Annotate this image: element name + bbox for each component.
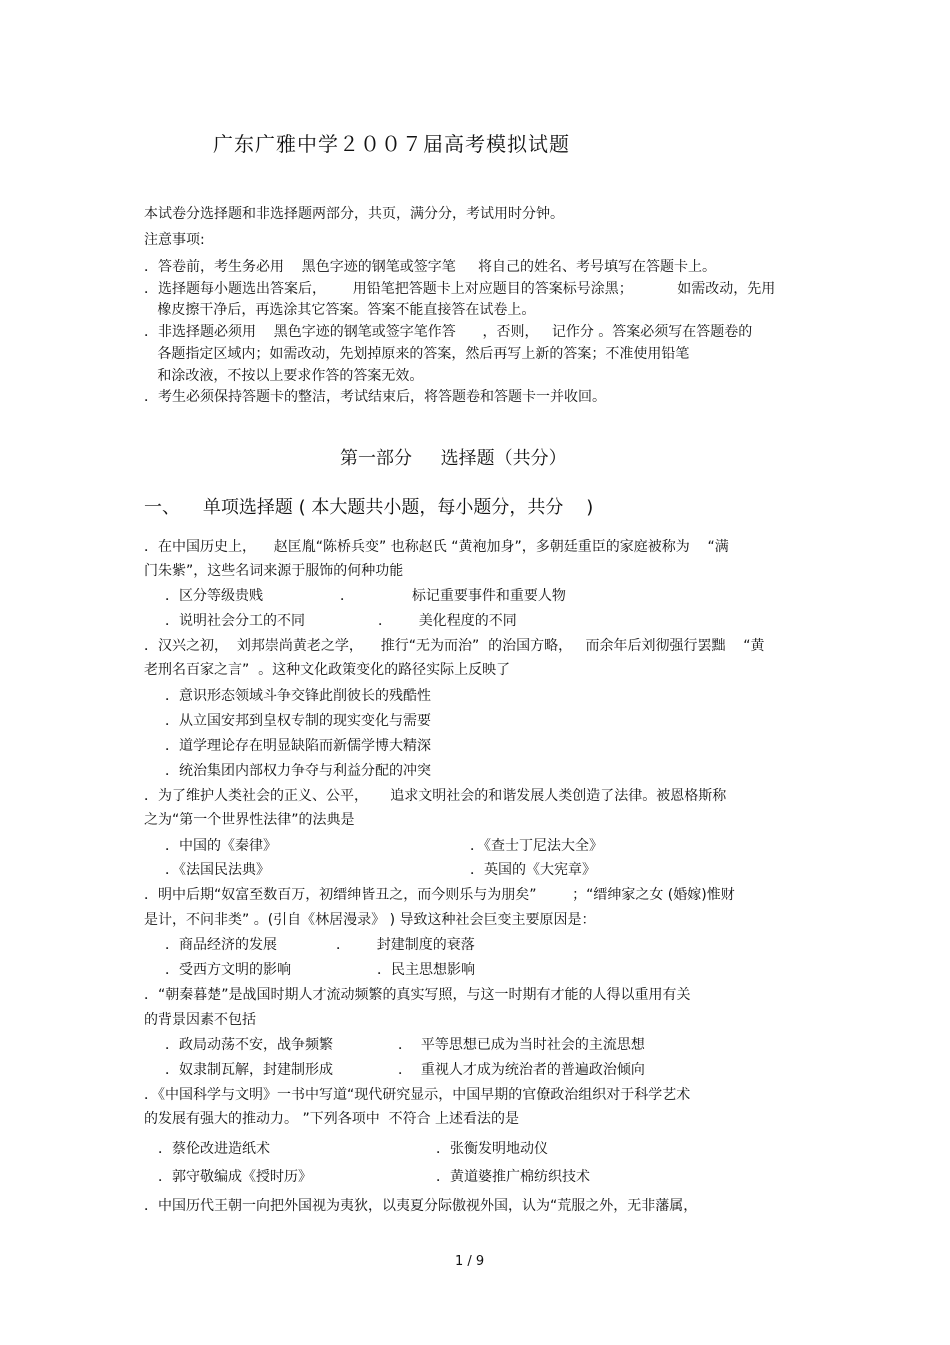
option-d: ．黄道婆推广棉纺织技术 xyxy=(436,1169,590,1185)
section-heading: 一、 单项选择题 ( 本大题共小题，每小题分，共分 ) xyxy=(144,497,594,518)
option-a: ．政局动荡不安，战争频繁 xyxy=(165,1037,333,1053)
page-number: 1 / 9 xyxy=(455,1254,485,1269)
option-b: ．张衡发明地动仪 xyxy=(436,1141,548,1157)
option-d: ． 美化程度的不同 xyxy=(378,613,517,629)
question-line: ．《中国科学与文明》一书中写道“现代研究显示，中国早期的官僚政治组织对于科学艺术 xyxy=(144,1087,691,1103)
option-c: ．道学理论存在明显缺陷而新儒学博大精深 xyxy=(165,738,431,754)
option-b: ．《查士丁尼法大全》 xyxy=(470,838,603,854)
notes-heading: 注意事项: xyxy=(144,232,205,248)
note-line: ．答卷前，考生务必用 黑色字迹的钢笔或签字笔 将自己的姓名、考号填写在答题卡上。 xyxy=(144,259,717,275)
question-line: ．在中国历史上， 赵匡胤“陈桥兵变” 也称赵氏 “黄袍加身”，多朝廷重臣的家庭被称为 “满 xyxy=(144,539,729,555)
option-a: ．区分等级贵贱 xyxy=(165,588,263,604)
option-c: ．奴隶制瓦解，封建制形成 xyxy=(165,1062,333,1078)
question-line: 门朱紫”，这些名词来源于服饰的何种功能 xyxy=(144,563,404,579)
note-line: ．非选择题必须用 黑色字迹的钢笔或签字笔作答 ，否则， 记作分 。答案必须写在答题卷的 xyxy=(144,324,753,340)
option-b: ． 封建制度的衰落 xyxy=(336,937,475,953)
option-c: ．说明社会分工的不同 xyxy=(165,613,305,629)
option-b: ． 平等思想已成为当时社会的主流思想 xyxy=(398,1037,645,1053)
question-line: 之为“第一个世界性法律”的法典是 xyxy=(144,812,355,828)
option-a: ．商品经济的发展 xyxy=(165,937,277,953)
option-d: ．民主思想影响 xyxy=(377,962,475,978)
question-line: ．明中后期“奴富至数百万，初缙绅皆丑之，而今则乐与为朋矣” ；“缙绅家之女 (婚嫁)惟财 xyxy=(144,887,735,903)
question-line: 的背景因素不包括 xyxy=(144,1012,256,1028)
question-line: ．中国历代王朝一向把外国视为夷狄，以夷夏分际傲视外国，认为“荒服之外，无非藩属， xyxy=(144,1198,698,1214)
page-title: 广东广雅中学２００７届高考模拟试题 xyxy=(213,132,570,156)
note-line: 各题指定区域内；如需改动，先划掉原来的答案，然后再写上新的答案；不准使用铅笔 xyxy=(144,346,690,362)
option-b: ． 标记重要事件和重要人物 xyxy=(340,588,566,604)
option-c: ．受西方文明的影响 xyxy=(165,962,291,978)
option-d: ．统治集团内部权力争夺与利益分配的冲突 xyxy=(165,763,431,779)
option-a: ．蔡伦改进造纸术 xyxy=(158,1141,270,1157)
note-line: ．选择题每小题选出答案后， 用铅笔把答题卡上对应题目的答案标号涂黑； 如需改动，先用 xyxy=(144,281,776,297)
option-b: ．从立国安邦到皇权专制的现实变化与需要 xyxy=(165,713,431,729)
question-line: 是计，不问非类” 。(引自《林居漫录》 ) 导致这种社会巨变主要原因是： xyxy=(144,912,596,928)
intro-text: 本试卷分选择题和非选择题两部分，共页，满分分，考试用时分钟。 xyxy=(144,206,564,222)
question-line: ．为了维护人类社会的正义、公平， 追求文明社会的和谐发展人类创造了法律。被恩格斯称 xyxy=(144,788,727,804)
option-c: ．《法国民法典》 xyxy=(165,862,270,878)
option-d: ． 重视人才成为统治者的普遍政治倾向 xyxy=(398,1062,645,1078)
option-a: ．意识形态领域斗争交锋此削彼长的残酷性 xyxy=(165,688,431,704)
option-d: ．英国的《大宪章》 xyxy=(470,862,596,878)
note-line: ．考生必须保持答题卡的整洁，考试结束后，将答题卷和答题卡一并收回。 xyxy=(144,389,606,405)
option-a: ．中国的《秦律》 xyxy=(165,838,277,854)
question-line: ．汉兴之初， 刘邦崇尚黄老之学， 推行“无为而治” 的治国方略， 而余年后刘彻强行罢黜 “黄 xyxy=(144,638,765,654)
part-heading: 第一部分 选择题（共分） xyxy=(340,448,567,469)
note-line: 橡皮擦干净后，再选涂其它答案。答案不能直接答在试卷上。 xyxy=(144,302,536,318)
question-line: 老刑名百家之言” 。这种文化政策变化的路径实际上反映了 xyxy=(144,662,511,678)
question-line: 的发展有强大的推动力。 ”下列各项中 不符合 上述看法的是 xyxy=(144,1111,520,1127)
note-line: 和涂改液，不按以上要求作答的答案无效。 xyxy=(144,368,424,384)
option-c: ．郭守敬编成《授时历》 xyxy=(158,1169,312,1185)
question-line: ．“朝秦暮楚”是战国时期人才流动频繁的真实写照，与这一时期有才能的人得以重用有关 xyxy=(144,987,691,1003)
